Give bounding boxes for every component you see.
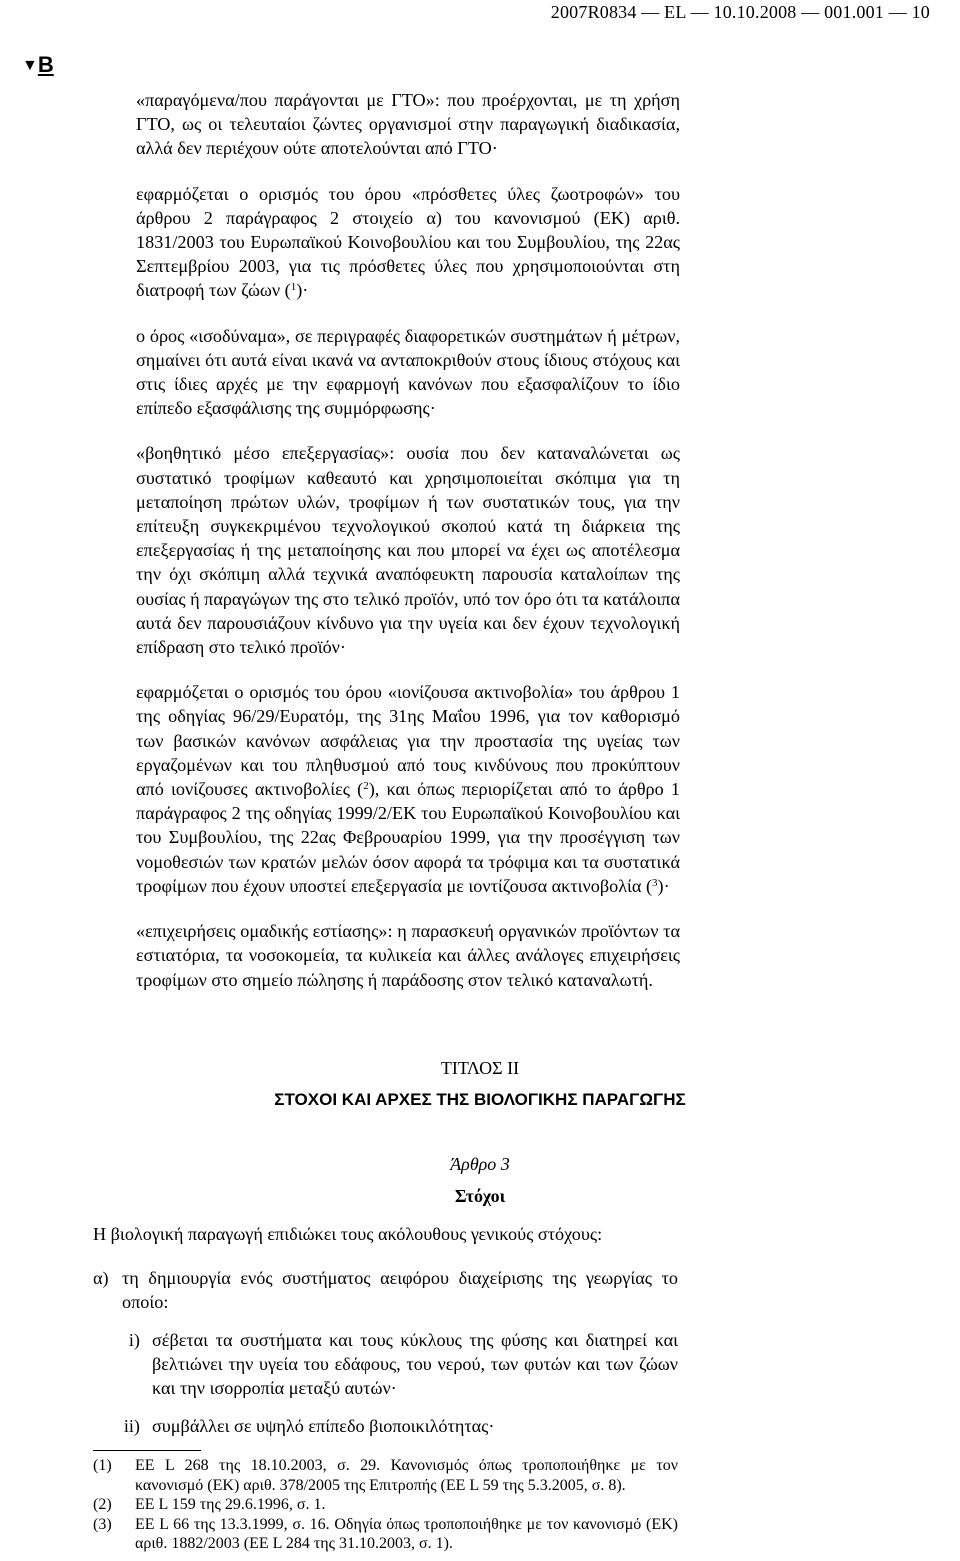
definition-item <box>0 680 680 898</box>
footnote-label: (3) <box>93 1515 112 1533</box>
footnotes <box>93 1456 678 1554</box>
marker-letter: B <box>37 52 54 77</box>
title-label: ΤΙΤΛΟΣ II <box>440 1058 520 1078</box>
definitions-list <box>0 88 960 1013</box>
article-label: Άρθρο 3 <box>450 1154 510 1174</box>
definition-item <box>0 441 680 659</box>
footnote-text: ΕΕ L 66 της 13.3.1999, σ. 16. Οδηγία όπως τροποποιήθηκε με τον κανονισμό (ΕΚ) αριθ. 1882/2003 (ΕΕ L 284 της 31.10.2003, σ. 1). <box>135 1515 678 1552</box>
subparagraph-a <box>93 1266 678 1314</box>
document-header: 2007R0834 — EL — 10.10.2008 — 001.001 — 10 <box>550 2 930 22</box>
footnote <box>93 1495 678 1515</box>
item-text-part: εφαρμόζεται ο ορισμός του όρου «ιονίζουσα ακτινοβολία» του άρθρου 1 της οδηγίας 96/29/Ευρατόμ, της 31ης Μαΐου 1996, για τον καθορισμό των βασικών κανόνων ασφάλειας για την προστασία της υγείας των εργαζομένων και του πληθυσμού από τους κινδύνους που προκύπτουν από ιονίζουσες ακτινοβολίες ( <box>136 682 680 800</box>
item-text-part: )· <box>657 875 670 896</box>
item-text-part: εφαρμόζεται ο ορισμός του όρου «πρόσθετες ύλες ζωοτροφών» του άρθρου 2 παράγραφος 2 στοιχείο α) του κανονισμού (ΕΚ) αριθ. 1831/2003 του Ευρωπαϊκού Κοινοβουλίου και του Συμβουλίου, της 22ας Σεπτεμβρίου 2003, για τις πρόσθετες ύλες που χρησιμοποιούνται στη διατροφή των ζώων ( <box>136 183 680 301</box>
definition-item <box>0 324 680 421</box>
footnote-text: ΕΕ L 268 της 18.10.2003, σ. 29. Κανονισμός όπως τροποποιήθηκε με τον κανονισμό (ΕΚ) αριθ. 378/2005 της Επιτροπής (ΕΕ L 59 της 5.3.2005, σ. 8). <box>135 1457 678 1494</box>
item-text: «παραγόμενα/που παράγονται με ΓΤΟ»: που προέρχονται, με τη χρήση ΓΤΟ, ως οι τελευταίοι ζώντες οργανισμοί στην παραγωγική διαδικασία, αλλά δεν περιέχουν ούτε αποτελούνται από ΓΤΟ· <box>136 90 680 159</box>
item-text: «βοηθητικό μέσο επεξεργασίας»: ουσία που δεν καταναλώνεται ως συστατικό τροφίμων καθεαυτό και χρησιμοποιείται σκόπιμα για τη μεταποίηση πρώτων υλών, τροφίμων ή των συστατικών τους, για την επίτευξη συγκεκριμένου τεχνολογικού σκοπού κατά τη διάρκεια της επεξεργασίας ή της μεταποίησης και που μπορεί να έχει ως αποτέλεσμα την όχι σκόπιμη αλλά τεχνικά αναπόφευκτη παρουσία καταλοίπων της ουσίας ή παραγώγων της στο τελικό προϊόν, υπό τον όρο ότι τα κατάλοιπα αυτά δεν παρουσιάζουν κίνδυνο για την υγεία και δεν έχουν τεχνολογική επίδραση στο τελικό προϊόν· <box>136 443 680 658</box>
definition-item <box>0 919 680 992</box>
subparagraph-text: τη δημιουργία ενός συστήματος αειφόρου διαχείρισης της γεωργίας το οποίο: <box>122 1268 678 1313</box>
article-intro: Η βιολογική παραγωγή επιδιώκει τους ακόλουθους γενικούς στόχους: <box>93 1224 603 1244</box>
amendment-marker <box>22 52 54 78</box>
item-text-part: ), και όπως περιορίζεται από το άρθρο 1 παράγραφος 2 της οδηγίας 1999/2/ΕΚ του Ευρωπαϊκού Κοινοβουλίου και του Συμβουλίου, της 22ας Φεβρουαρίου 1999, για την προσέγγιση των νομοθεσιών των κρατών μελών όσον αφορά τα τρόφιμα και τα συστατικά τροφίμων που έχουν υποστεί επεξεργασία με ιοντίζουσα ακτινοβολία ( <box>136 779 680 896</box>
roman-item <box>94 1328 678 1401</box>
roman-text: σέβεται τα συστήματα και τους κύκλους της φύσης και διατηρεί και βελτιώνει την υγεία του εδάφους, του νερού, των φυτών και των ζώων και την ισορροπία μεταξύ αυτών· <box>152 1330 678 1399</box>
footnote-ref: 3 <box>652 876 658 889</box>
article-heading: Στόχοι <box>454 1186 506 1206</box>
triangle-down-icon: ▼ <box>22 57 38 74</box>
roman-label: i) <box>128 1330 140 1350</box>
footnote-label: (1) <box>93 1457 112 1474</box>
definition-item <box>0 182 680 303</box>
footnote-text: ΕΕ L 159 της 29.6.1996, σ. 1. <box>135 1496 326 1513</box>
definition-item <box>0 88 680 161</box>
item-text: «επιχειρήσεις ομαδικής εστίασης»: η παρασκευή οργανικών προϊόντων τα εστιατόρια, τα νοσοκομεία, τα κυλικεία και άλλες ανάλογες επιχειρήσεις τροφίμων στο σημείο πώλησης ή παράδοσης στον τελικό καταναλωτή. <box>136 921 680 990</box>
item-text: ο όρος «ισοδύναμα», σε περιγραφές διαφορετικών συστημάτων ή μέτρων, σημαίνει ότι αυτά είναι ικανά να ανταποκριθούν στους ίδιους στόχους και στις ίδιες αρχές με την εφαρμογή κανόνων που εξασφαλίζουν το ίδιο επίπεδο εξασφάλισης της συμμόρφωσης· <box>136 325 680 419</box>
footnote-divider <box>93 1450 201 1451</box>
roman-item <box>94 1414 678 1438</box>
roman-text: συμβάλλει σε υψηλό επίπεδο βιοποικιλότητας· <box>152 1416 495 1436</box>
subparagraph-label: α) <box>93 1268 109 1288</box>
footnote-ref: 1 <box>290 281 297 294</box>
item-text <box>136 182 680 303</box>
item-text <box>136 680 680 898</box>
footnote <box>93 1515 678 1554</box>
roman-label: ii) <box>123 1416 140 1436</box>
footnote <box>93 1456 678 1495</box>
footnote-ref: 2 <box>363 780 369 793</box>
item-text-part: )· <box>296 280 309 301</box>
footnote-label: (2) <box>93 1496 112 1513</box>
title-heading: ΣΤΟΧΟΙ ΚΑΙ ΑΡΧΕΣ ΤΗΣ ΒΙΟΛΟΓΙΚΗΣ ΠΑΡΑΓΩΓΗΣ <box>274 1090 686 1109</box>
